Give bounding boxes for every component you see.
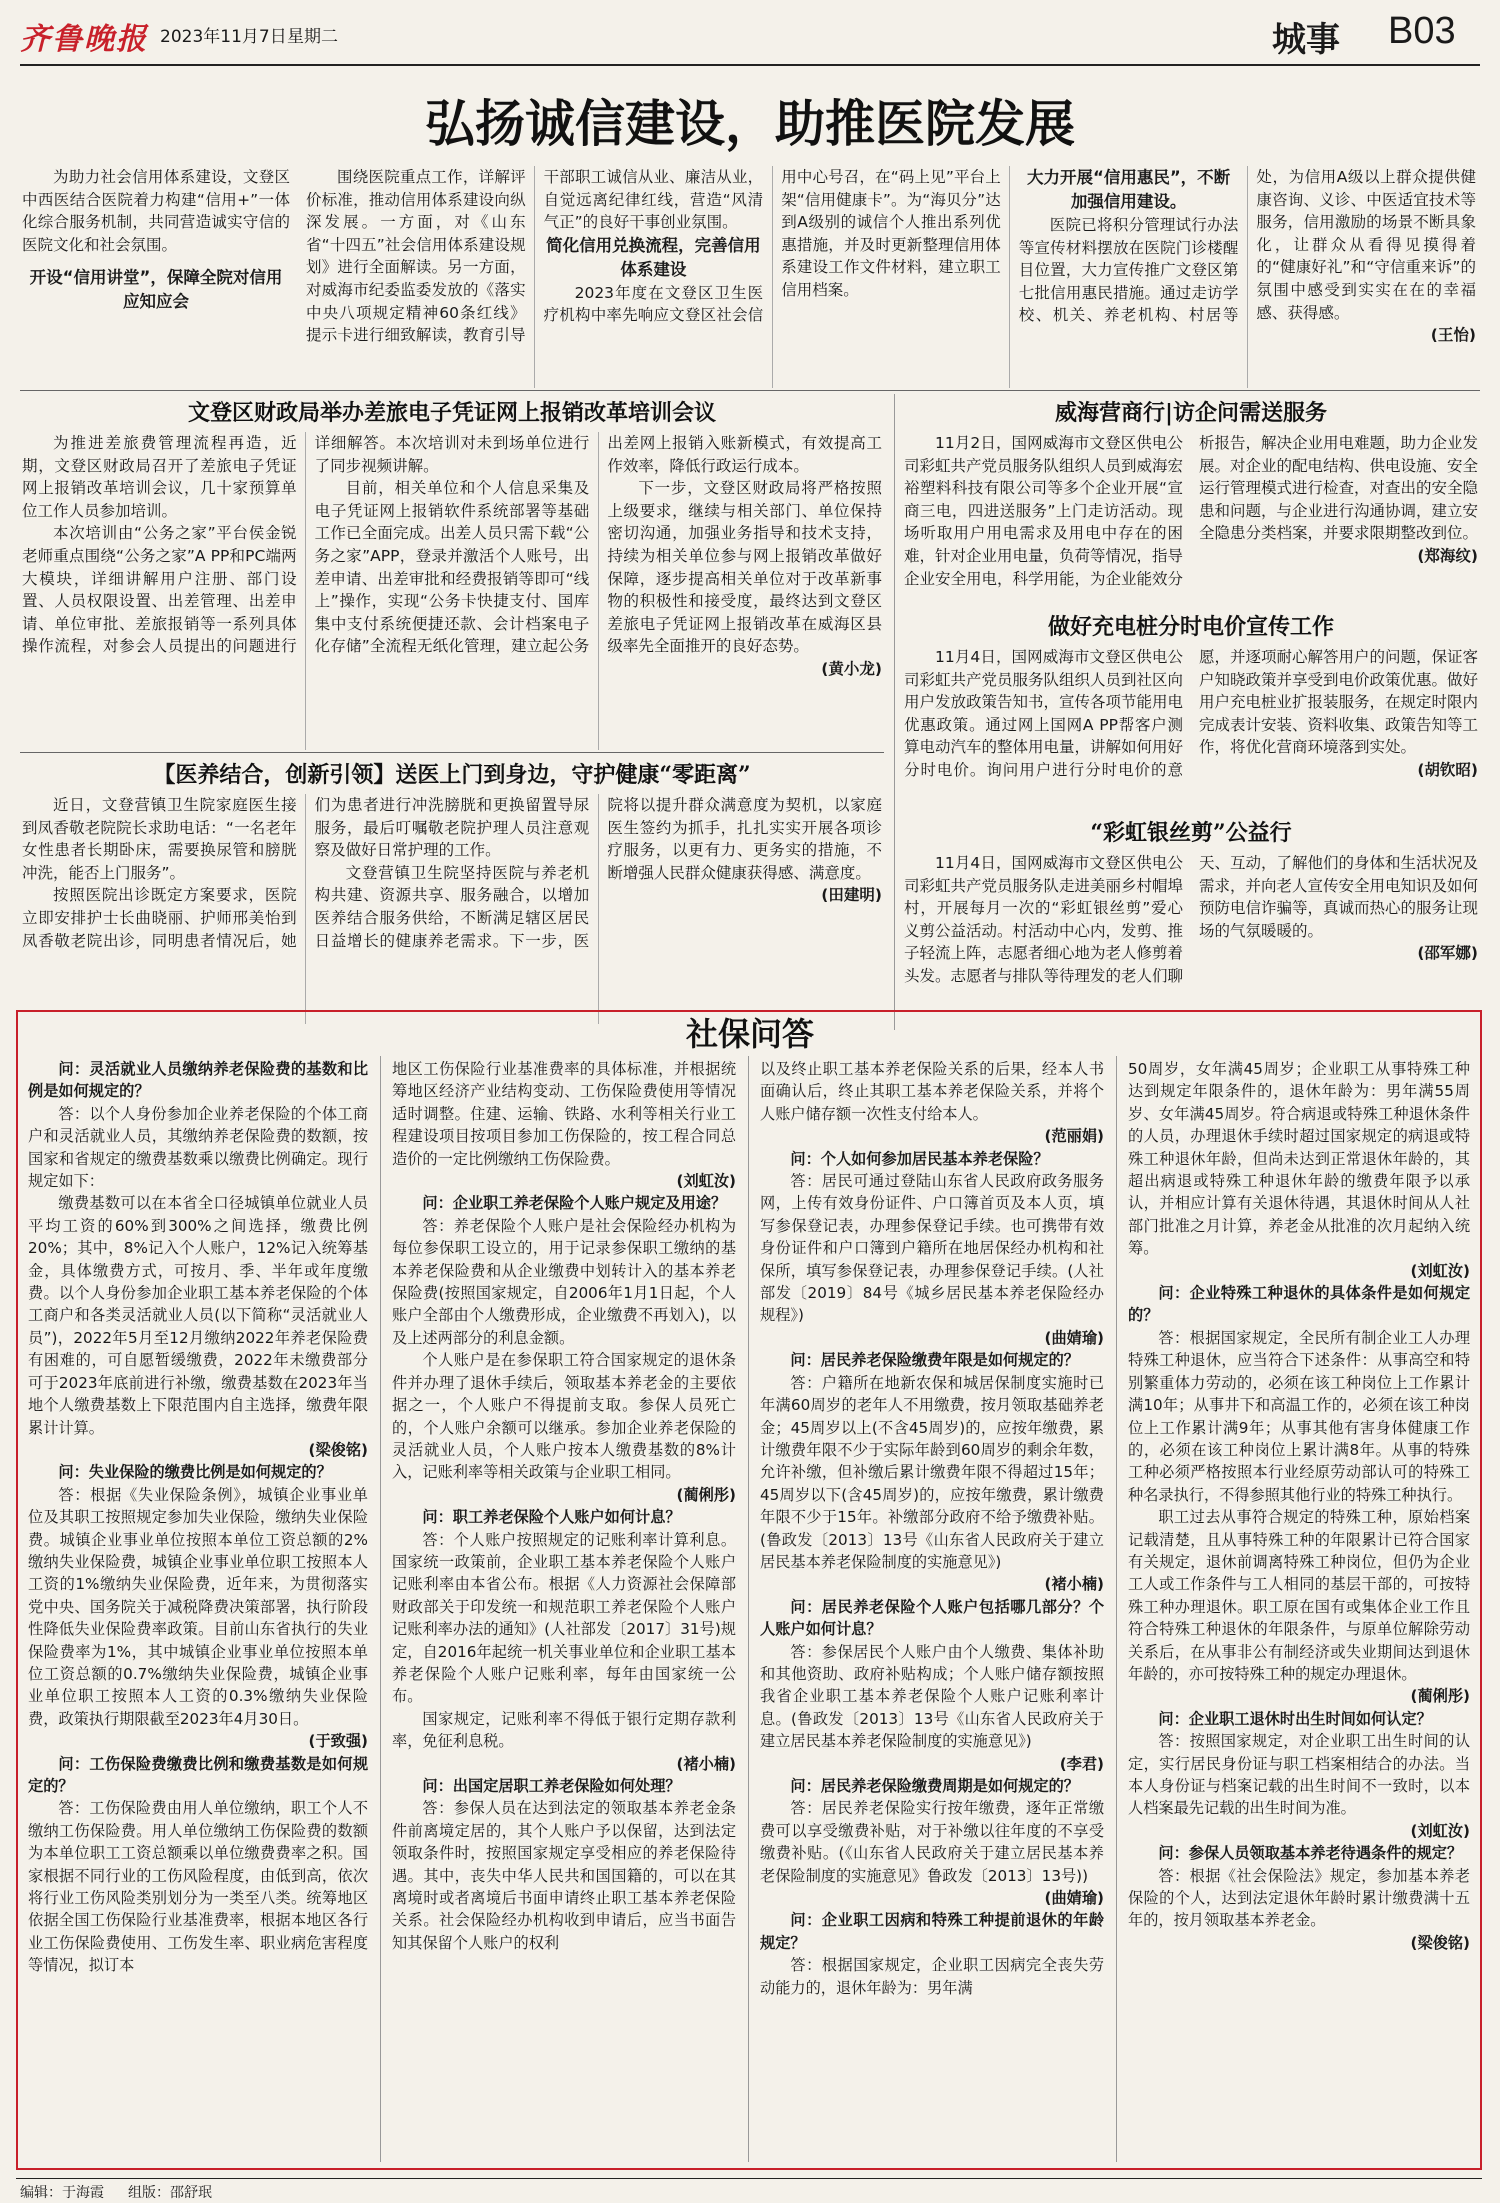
art3-author: (田建明) — [821, 886, 882, 905]
art1-subheading: 开设“信用讲堂”，保障全院对信用应知应会 — [29, 268, 283, 312]
art4-body — [904, 432, 1478, 604]
qa-answer: 答：养老保险个人账户是社会保险经办机构为每位参保职工设立的，用于记录参保职工缴纳的基本养老保险费和从企业缴费中划转计入的基本养老保险费(按照国家规定，自2006年1月1日起，个人账户全部由个人缴费形成，企业缴费不再划入)，以及上述两部分的利息金额。 — [392, 1216, 736, 1347]
qa-col2 — [392, 1058, 736, 2162]
art5-author: (胡钦昭) — [1417, 760, 1478, 779]
art2-paragraph: 下一步，文登区财政局将严格按照上级要求，继续与相关部门、单位保持密切沟通，加强业务指导和技术支持，持续为相关单位参与网上报销改革做好保障，逐步提高相关单位对于改革新事物的积极性和接受度，最终达到文登区差旅电子凭证网上报销改革在威海区县级率先全面推开的良好态势。 — [607, 479, 882, 656]
qa-answer: 答：户籍所在地新农保和城居保制度实施时已年满60周岁的老年人不用缴费，按月领取基础养老金；45周岁以上(不含45周岁)的，应按年缴费，累计缴费年限不少于实际年龄到60周岁的剩余年数，允许补缴，但补缴后累计缴费年限不得超过15年；45周岁以下(含45周岁)的，应按年缴费，累计缴费年限不少于15年。补缴部分政府不给予缴费补贴。(鲁政发〔2013〕13号《山东省人民政府关于建立居民基本养老保险制度的实施意见》) — [760, 1373, 1104, 1571]
art3-paragraph: 文登营镇卫生院坚持医院与养老机构共建、资源共享、服务融合，以增加医养结合服务供给，不断满足辖区居民日益增长的健康养老需求。下一步，医院将以提升群众满意度为契机，以家庭医生签约为抓手，扎扎实实开展各项诊疗服务，以更有力、更务实的措施，不断增强人民群众健康获得感、满意度。 — [314, 796, 882, 950]
art3-title: 【医养结合，创新引领】送医上门到身边，守护健康“零距离” — [153, 762, 751, 788]
qa-col3 — [760, 1058, 1104, 2162]
qa-author: (褚小楠) — [676, 1754, 736, 1773]
qa-question: 问：职工养老保险个人账户如何计息？ — [422, 1508, 681, 1527]
qa-question: 问：企业职工退休时出生时间如何认定？ — [1158, 1709, 1432, 1728]
qa-author: (褚小楠) — [1044, 1575, 1104, 1594]
qa-author: (蔺俐彤) — [676, 1485, 736, 1504]
footer-layout: 组版：邵舒珉 — [128, 2185, 212, 2201]
qa-author: (李君) — [1059, 1754, 1104, 1773]
art1-paragraph: 为助力社会信用体系建设，文登区中西医结合医院着力构建“信用+”一体化综合服务机制，共同营造诚实守信的医院文化和社会氛围。 — [22, 168, 290, 254]
art2-paragraph: 为推进差旅费管理流程再造，近期，文登区财政局召开了差旅电子凭证网上报销改革培训会议，几十家预算单位工作人员参加培训。 — [22, 434, 297, 520]
art3-paragraph: 按照医院出诊既定方案要求，医院立即安排护士长曲晓丽、护师邢美怡到凤香敬老院出诊，同明患者情况后，她们为患者进行冲洗膀胱和更换留置导尿服务，最后叮嘱敬老院护理人员注意观察及做好日常护理的工作。 — [22, 796, 590, 950]
qa-answer-continued: 以及终止职工基本养老保险关系的后果，经本人书面确认后，终止其职工基本养老保险关系，并将个人账户储存额一次性支付给本人。 — [760, 1060, 1104, 1123]
qa-answer: 答：个人账户按照规定的记账利率计算利息。国家统一政策前，企业职工基本养老保险个人账户记账利率由本省公布。根据《人力资源社会保障部财政部关于印发统一和规范职工养老保险个人账户记账利率办法的通知》(人社部发〔2017〕31号)规定，自2016年起统一机关事业单位和企业职工基本养老保险个人账户记账利率，每年由国家统一公布。 — [392, 1530, 736, 1706]
issue-weekday: 星期二 — [287, 27, 338, 47]
section-name: 城事 — [1272, 20, 1340, 60]
art6-body — [904, 852, 1478, 1024]
footer-rule — [16, 2178, 1482, 2179]
qa-col1-content — [28, 1058, 368, 1977]
qa-answer: 答：工伤保险费由用人单位缴纳，职工个人不缴纳工伤保险费。用人单位缴纳工伤保险费的数额为本单位职工工资总额乘以单位缴费费率之积。国家根据不同行业的工伤风险程度，由低到高，依次将行业工伤风险类别划分为一类至八类。统筹地区依据全国工伤保险行业基准费率，根据本地区各行业工伤保险费使用、工伤发生率、职业病危害程度等情况，拟订本 — [28, 1799, 368, 1975]
qa-question: 问：工伤保险费缴费比例和缴费基数是如何规定的？ — [28, 1754, 368, 1795]
qa-question: 问：灵活就业人员缴纳养老保险费的基数和比例是如何规定的？ — [28, 1060, 368, 1101]
art2-paragraph: 目前，相关单位和个人信息采集及电子凭证网上报销软件系统部署等基础工作已全面完成。出差人员只需下载“公务之家”APP，登录并激活个人账号，出差申请、出差审批和经费报销等即可“线上”操作，实现“公务卡快捷支付、国库集中支付系统便捷还款、会计档案电子化存储”全流程无纸化管理，建立起公务出差网上报销入账新模式，有效提高工作效率，降低行政运行成本。 — [314, 434, 882, 656]
art1-paragraph: 2023年度在文登区卫生医疗机构中率先响应文登区社会信用中心号召，在“码上见”平台上架“信用健康卡”。为“海贝分”达到A级别的诚信个人推出系列优惠措施，并及时更新整理信用体系建设工作文件材料，建立职工信用档案。 — [543, 168, 1001, 325]
qa-question: 问：企业职工养老保险个人账户规定及用途？ — [422, 1194, 727, 1213]
art1-subheading: 简化信用兑换流程，完善信用体系建设 — [546, 235, 761, 279]
qa-col2-content — [392, 1058, 736, 1954]
art1-col1 — [22, 166, 290, 388]
qa-answer-continued: 地区工伤保险行业基准费率的具体标准，并根据统筹地区经济产业结构变动、工伤保险费使用等情况适时调整。住建、运输、铁路、水利等相关行业工程建设项目按项目参加工伤保险的，按工程合同总造价的一定比例缴纳工伤保险费。 — [392, 1060, 736, 1168]
art4-author: (郑海纹) — [1417, 546, 1478, 565]
qa-author: (于致强) — [308, 1732, 368, 1751]
art4-title: 威海营商行|访企问需送服务 — [1054, 400, 1327, 426]
qa-answer: 答：按照国家规定，对企业职工出生时间的认定，实行居民身份证与职工档案相结合的办法。当本人身份证与档案记载的出生时间不一致时，以本人档案最先记载的出生时间为准。 — [1128, 1732, 1470, 1818]
qa-answer: 缴费基数可以在本省全口径城镇单位就业人员平均工资的60%到300%之间选择，缴费比例20%；其中，8%记入个人账户，12%记入统筹基金，具体缴费方式，可按月、季、半年或年度缴费。以个人身份参加企业职工基本养老保险的个体工商户和各类灵活就业人员(以下简称“灵活就业人员”)，2022年5月至12月缴纳2022年养老保险费有困难的，可自愿暂缓缴费，2022年未缴费部分可于2023年底前进行补缴，缴费基数在2023年当地个人缴费基数上下限范围内自主选择，缴费年限累计计算。 — [28, 1194, 368, 1437]
qa-question: 问：居民养老保险缴费周期是如何规定的？ — [790, 1777, 1079, 1795]
qa-answer: 职工过去从事符合规定的特殊工种，原始档案记载清楚，且从事特殊工种的年限累计已符合国家有关规定，退休前调离特殊工种岗位，但仍为企业工人或工作条件与工人相同的基层干部的，可按特殊工种办理退休。职工原在国有或集体企业工作且符合特殊工种退休的年限条件，与原单位解除劳动关系后，在从事非公有制经济或失业期间达到退休年龄的，亦可按特殊工种的规定办理退休。 — [1128, 1508, 1470, 1683]
qa-question: 问：企业特殊工种退休的具体条件是如何规定的？ — [1128, 1284, 1470, 1325]
qa-author: (范丽娟) — [1044, 1127, 1104, 1146]
qa-answer: 答：以个人身份参加企业养老保险的个体工商户和灵活就业人员，其缴纳养老保险费的数额，按国家和省规定的缴费基数乘以缴费比例确定。现行规定如下： — [28, 1104, 368, 1191]
qa-author: (梁俊铭) — [308, 1440, 368, 1459]
paper-logo: 齐鲁晚报 — [20, 22, 148, 57]
qa-question: 问：出国定居职工养老保险如何处理？ — [422, 1777, 681, 1795]
art2-title: 文登区财政局举办差旅电子凭证网上报销改革培训会议 — [187, 400, 716, 426]
page-number: B03 — [1388, 10, 1456, 52]
qa-col3-content — [760, 1058, 1104, 1999]
art5-body — [904, 646, 1478, 818]
qa-author: (刘虹汝) — [1410, 1261, 1470, 1280]
qa-question: 问：失业保险的缴费比例是如何规定的？ — [58, 1463, 332, 1482]
qa-answer: 答：根据《社会保险法》规定，参加基本养老保险的个人，达到法定退休年龄时累计缴费满十五年的，按月领取基本养老金。 — [1128, 1866, 1470, 1930]
masthead — [0, 0, 1500, 75]
art3-body — [22, 794, 882, 1024]
qa-author: (梁俊铭) — [1410, 1933, 1470, 1952]
qa-question: 问：居民养老保险缴费年限是如何规定的？ — [790, 1351, 1079, 1370]
art5-title: 做好充电桩分时电价宣传工作 — [1047, 614, 1334, 640]
qa-author: (刘虹汝) — [676, 1172, 736, 1191]
qa-answer: 答：根据国家规定，全民所有制企业工人办理特殊工种退休，应当符合下述条件：从事高空和特别繁重体力劳动的，必须在该工种岗位上工作累计满10年；从事井下和高温工作的，必须在该工种岗位上工作累计满9年；从事其他有害身体健康工作的，必须在该工种岗位上累计满8年。从事的特殊工种必须严格按照本行业经原劳动部认可的特殊工种名录执行，不得参照其他行业的特殊工种执行。 — [1128, 1328, 1470, 1504]
art1-subheading: 大力开展“信用惠民”，不断加强信用建设。 — [1026, 168, 1231, 211]
art1-title: 弘扬诚信建设，助推医院发展 — [425, 94, 1075, 153]
masthead-rule — [20, 64, 1480, 66]
column-divider — [748, 1056, 749, 2162]
qa-answer: 答：居民养老保险实行按年缴费，逐年正常缴费可以享受缴费补贴，对于补缴以往年度的不享受缴费补贴。(《山东省人民政府关于建立居民基本养老保险制度的实施意见》鲁政发〔2013〕13号)) — [760, 1799, 1104, 1885]
art2-body — [22, 432, 882, 750]
qa-answer: 答：参保居民个人账户由个人缴费、集体补助和其他资助、政府补贴构成；个人账户储存额按照我省企业职工基本养老保险个人账户记账利率计息。(鲁政发〔2013〕13号《山东省人民政府关于建立居民基本养老保险制度的实施意见》) — [760, 1642, 1104, 1751]
qa-col1 — [28, 1058, 368, 2162]
qa-question: 问：企业职工因病和特殊工种提前退休的年龄规定？ — [760, 1911, 1104, 1952]
column-divider — [1116, 1056, 1117, 2162]
column-divider — [894, 394, 895, 1030]
qa-title: 社保问答 — [640, 1012, 860, 1056]
qa-answer: 个人账户是在参保职工符合国家规定的退休条件并办理了退休手续后，领取基本养老金的主要依据之一，个人账户不得提前支取。参保人员死亡的，个人账户余额可以继承。参加企业养老保险的灵活就业人员，个人账户按本人缴费基数的8%计入，记账利率等相关政策与企业职工相同。 — [392, 1351, 736, 1482]
column-divider — [380, 1056, 381, 2162]
qa-answer: 答：根据《失业保险条例》，城镇企业事业单位及其职工按照规定参加失业保险，缴纳失业保险费。城镇企业事业单位按照本单位工资总额的2%缴纳失业保险费，城镇企业事业单位职工按照本人工资的1%缴纳失业保险费，近年来，为贯彻落实党中央、国务院关于减税降费决策部署，执行阶段性降低失业保险费率政策。目前山东省执行的失业保险费率为1%，其中城镇企业事业单位按照本单位工资总额的0.7%缴纳失业保险费，城镇企业事业单位职工按照本人工资的0.3%缴纳失业保险费，政策执行期限截至2023年4月30日。 — [28, 1485, 368, 1728]
art5-paragraph: 11月4日，国网威海市文登区供电公司彩虹共产党员服务队组织人员到社区向用户发放政策告知书，宣传各项节能用电优惠政策。通过网上国网A PP帮客户测算电动汽车的整体用电量，讲解如何用好分时电价。询问用户进行分时电价的意愿，并逐项耐心解答用户的问题，保证客户知晓政策并享受到电价政策优惠。做好用户充电桩业扩报装服务，在规定时限内完成表计安装、资料收集、政策告知等工作，将优化营商环境落到实处。 — [904, 648, 1478, 779]
art1-paragraph: 医院已将积分管理试行办法等宣传材料摆放在医院门诊楼醒目位置，大力宣传推广文登区第七批信用惠民措施。通过走访学校、机关、养老机构、村居等处，为信用A级以上群众提供健康咨询、义诊、中医适宜技术等服务，信用激励的场景不断具象化，让群众从看得见摸得着的“健康好礼”和“守信重来诉”的氛围中感受到实实在在的幸福感、获得感。 — [1018, 168, 1476, 325]
qa-col4 — [1128, 1058, 1470, 2162]
art6-title: “彩虹银丝剪”公益行 — [1090, 820, 1292, 846]
qa-question: 问：居民养老保险个人账户包括哪几部分？个人账户如何计息？ — [760, 1597, 1104, 1639]
art4-paragraph: 11月2日，国网威海市文登区供电公司彩虹共产党员服务队组织人员到威海宏裕塑料科技有限公司等多个企业开展“宣商三电，四进送服务”上门走访活动。现场听取用户用电需求及用电中存在的困难，针对企业用电量，负荷等情况，指导企业安全用电，科学用能，为企业能效分析报告，解决企业用电难题，助力企业发展。对企业的配电结构、供电设施、安全运行管理模式进行检查，对查出的安全隐患和问题，与企业进行沟通协调，建立安全隐患分类档案，并要求限期整改到位。 — [904, 434, 1478, 588]
qa-author: (曲婧瑜) — [1044, 1328, 1104, 1347]
art2-paragraph: 本次培训由“公务之家”平台侯金锐老师重点围绕“公务之家”A PP和PC端两大模块，详细讲解用户注册、部门设置、人员权限设置、出差管理、出差申请、单位审批、差旅报销等一系列具体操作流程，对参会人员提出的问题进行详细解答。本次培训对未到场单位进行了同步视频讲解。 — [22, 434, 590, 656]
art2-author: (黄小龙) — [821, 659, 882, 678]
qa-answer: 答：居民可通过登陆山东省人民政府政务服务网，上传有效身份证件、户口簿首页及本人页，填写参保登记表，办理参保登记手续。也可携带有效身份证件和户口簿到户籍所在地居保经办机构和社保所，填写参保登记表，办理参保登记手续。(人社部发〔2019〕84号《城乡居民基本养老保险经办规程》) — [760, 1172, 1104, 1325]
divider — [20, 752, 884, 753]
divider — [20, 390, 1480, 391]
art1-col2 — [306, 166, 1476, 388]
art6-author: (邵军娜) — [1417, 944, 1478, 963]
qa-author: (刘虹汝) — [1410, 1821, 1470, 1840]
art1-author: (王怡) — [1430, 326, 1476, 345]
art3-paragraph: 近日，文登营镇卫生院家庭医生接到凤香敬老院院长求助电话：“一名老年女性患者长期卧床，需要换尿管和膀胱冲洗，能否上门服务”。 — [22, 796, 297, 882]
footer-editor: 编辑：于海霞 — [20, 2185, 104, 2201]
art1-paragraph: 围绕医院重点工作，详解评价标准，推动信用体系建设向纵深发展。一方面，对《山东省“十四五”社会信用体系建设规划》进行全面解读。另一方面，对威海市纪委监委发放的《落实中央八项规定精神60条红线》提示卡进行细致解读，教育引导干部职工诚信从业、廉洁从业，自觉远离纪律红线，营造“风清气正”的良好干事创业氛围。 — [306, 168, 764, 345]
issue-date: 2023年11月7日 — [160, 27, 287, 47]
qa-author: (曲婧瑜) — [1044, 1889, 1104, 1908]
qa-answer: 答：根据国家规定，企业职工因病完全丧失劳动能力的，退休年龄为：男年满 — [760, 1956, 1104, 1997]
qa-answer-continued: 50周岁，女年满45周岁；企业职工从事特殊工种达到规定年限条件的，退休年龄为：男年满55周岁、女年满45周岁。符合病退或特殊工种退休条件的人员，办理退休手续时超过国家规定的病退或特殊工种退休年龄，但尚未达到正常退休年龄的，其超出病退或特殊工种退休年龄的缴费年限予以承认，并相应计算有关退休待遇，其退休时间从人社部门批准之月计算，养老金从批准的次月起纳入统筹。 — [1128, 1060, 1470, 1258]
qa-answer: 国家规定，记账利率不得低于银行定期存款利率，免征利息税。 — [392, 1709, 736, 1751]
qa-author: (蔺俐彤) — [1410, 1687, 1470, 1706]
qa-question: 问：参保人员领取基本养老待遇条件的规定？ — [1158, 1844, 1463, 1863]
qa-answer: 答：参保人员在达到法定的领取基本养老金条件前离境定居的，其个人账户予以保留，达到法定领取条件时，按照国家规定享受相应的养老保险待遇。其中，丧失中华人民共和国国籍的，可以在其离境时或者离境后书面申请终止职工基本养老保险关系。社会保险经办机构收到申请后，应当书面告知其保留个人账户的权利 — [392, 1799, 736, 1952]
art6-paragraph: 11月4日，国网威海市文登区供电公司彩虹共产党员服务队走进美丽乡村帽埠村，开展每月一次的“彩虹银丝剪”爱心义剪公益活动。村活动中心内，发剪、推子轻流上阵，志愿者细心地为老人修剪着头发。志愿者与排队等待理发的老人们聊天、互动，了解他们的身体和生活状况及需求，并向老人宣传安全用电知识及如何预防电信诈骗等，真诚而热心的服务让现场的气氛暖暖的。 — [904, 854, 1478, 985]
qa-col4-content — [1128, 1058, 1470, 1954]
qa-question: 问：个人如何参加居民基本养老保险？ — [790, 1149, 1049, 1168]
